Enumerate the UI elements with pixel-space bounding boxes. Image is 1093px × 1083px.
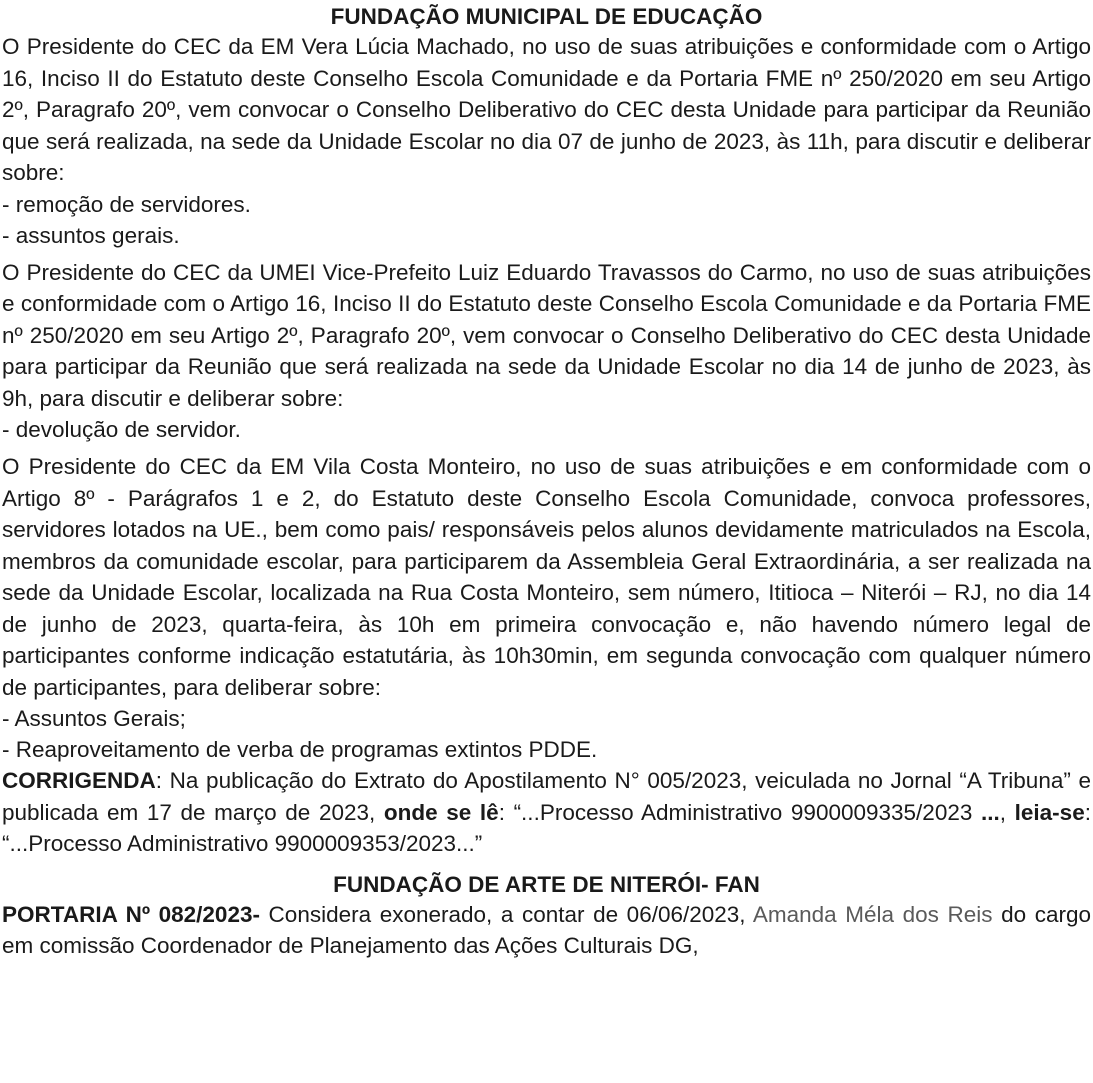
portaria-text: Considera exonerado, a contar de 06/06/2023, <box>259 901 753 927</box>
corrigenda-text: : Na publicação do Extrato do Apostilamento N° 005/2023, veiculada no Jornal “A Tribuna” e publicada em 17 de março de 2023, <box>2 768 1091 825</box>
corrigenda-text: : “...Processo Administrativo 9900009335/2023 <box>498 799 981 825</box>
corrigenda-label: CORRIGENDA <box>2 768 156 793</box>
notice-em-vila-costa-monteiro: O Presidente do CEC da EM Vila Costa Monteiro, no uso de suas atribuições e em conformidade com o Artigo 8º - Parágrafos 1 e 2, do Estatuto deste Conselho Escola Comunidade, convoca professores, servidores lotados na UE., bem como pais/ responsáveis pelos alunos devidamente matriculados na Escola, membros da comunidade escolar, para participarem da Assembleia Geral Extraordinária, a ser realizada na sede da Unidade Escolar, localizada na Rua Costa Monteiro, sem número, Ititioca – Niterói – RJ, no dia 14 de junho de 2023, quarta-feira, às 10h em primeira convocação e, não havendo número legal de participantes conforme indicação estatutária, às 10h30min, em segunda convocação com qualquer número de participantes, para deliberar sobre: <box>2 454 1091 700</box>
leia-se-label: leia-se <box>1014 799 1085 825</box>
corrigenda-paragraph <box>2 765 1091 860</box>
notice-em-vera-lucia: O Presidente do CEC da EM Vera Lúcia Machado, no uso de suas atribuições e conformidade com o Artigo 16, Inciso II do Estatuto deste Conselho Escola Comunidade e da Portaria FME nº 250/2020 em seu Artigo 2º, Paragrafo 20º, vem convocar o Conselho Deliberativo do CEC desta Unidade para participar da Reunião que será realizada, na sede da Unidade Escolar no dia 07 de junho de 2023, às 11h, para discutir e deliberar sobre: <box>2 34 1091 185</box>
agenda-item: - remoção de servidores. <box>2 191 251 217</box>
person-name: Amanda Méla dos Reis <box>752 901 993 927</box>
notice-umei-vice-prefeito: O Presidente do CEC da UMEI Vice-Prefeito Luiz Eduardo Travassos do Carmo, no uso de suas atribuições e conformidade com o Artigo 16, Inciso II do Estatuto deste Conselho Escola Comunidade e da Portaria FME nº 250/2020 em seu Artigo 2º, Paragrafo 20º, vem convocar o Conselho Deliberativo do CEC desta Unidade para participar da Reunião que será realizada na sede da Unidade Escolar no dia 14 de junho de 2023, às 9h, para discutir e deliberar sobre: <box>2 259 1091 411</box>
onde-se-le-label: onde se lê <box>383 799 499 825</box>
agenda-item: - Assuntos Gerais; <box>2 706 186 731</box>
corrigenda-ellipsis: ... <box>981 799 1000 825</box>
agenda-item: - Reaproveitamento de verba de programas extintos PDDE. <box>2 737 598 762</box>
section-title-fan: FUNDAÇÃO DE ARTE DE NITERÓI- FAN <box>333 871 760 897</box>
corrigenda-text: , <box>999 799 1015 825</box>
portaria-paragraph <box>2 899 1091 962</box>
agenda-item: - assuntos gerais. <box>2 222 180 248</box>
section-title-fme: FUNDAÇÃO MUNICIPAL DE EDUCAÇÃO <box>330 4 763 29</box>
portaria-label: PORTARIA Nº 082/2023- <box>2 901 260 927</box>
corrigenda-text: : “...Processo Administrativo 9900009353/2023...” <box>2 799 1091 856</box>
agenda-item: - devolução de servidor. <box>2 417 241 442</box>
portaria-text: do cargo em comissão Coordenador de Planejamento das Ações Culturais DG, <box>2 901 1091 958</box>
